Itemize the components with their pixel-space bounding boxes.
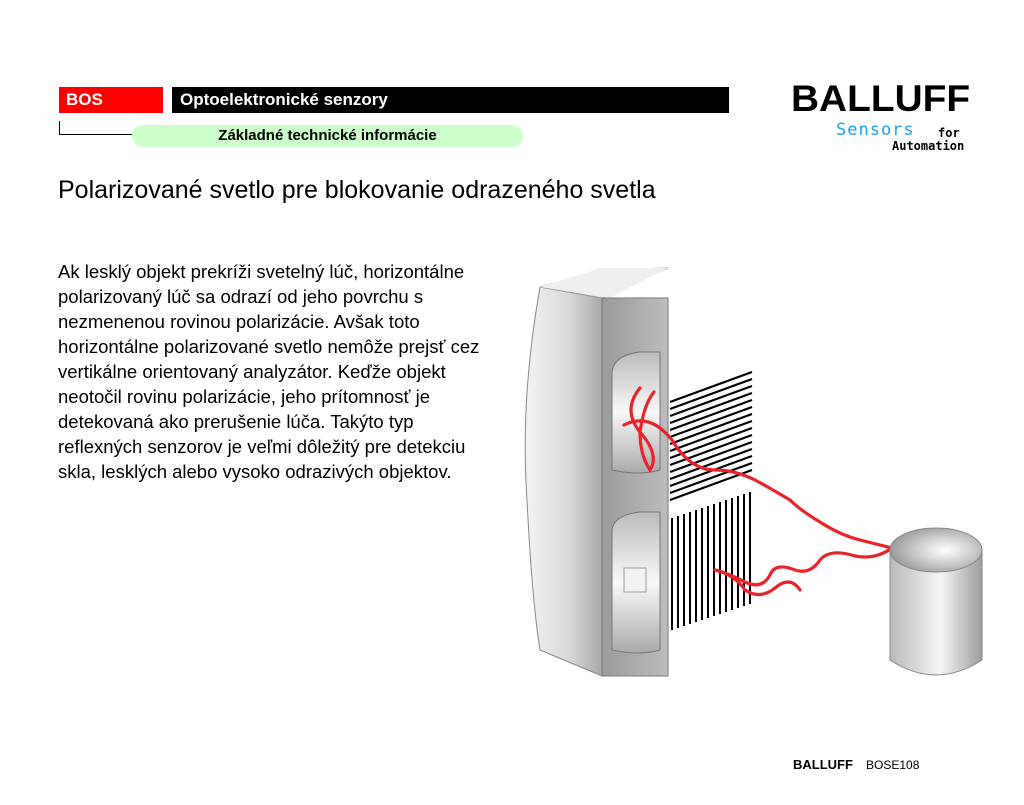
- polarization-illustration: [515, 262, 995, 682]
- logo-tagline: [836, 120, 981, 156]
- vertical-analyzer: [672, 492, 750, 630]
- body-paragraph: Ak lesklý objekt prekríži svetelný lúč, horizontálne polarizovaný lúč sa odrazí od jeho povrchu s nezmenenou rovinou polarizácie. Avšak toto horizontálne polarizované svetlo nemôže prejsť cez vertikálne orientovaný analyzátor. Keďže objekt neotočil rovinu polarizácie, jeho prítomnosť je detekovaná ako prerušenie lúča. Takýto typ reflexných senzorov je veľmi dôležitý pre detekciu skla, lesklých alebo vysoko odrazivých objektov.: [58, 261, 480, 482]
- tagline-for: for: [938, 126, 960, 140]
- sensor-housing: [525, 268, 668, 676]
- balluff-logo: BALLUFF: [791, 78, 971, 119]
- page-heading: Polarizované svetlo pre blokovanie odrazeného svetla: [58, 176, 656, 204]
- section-tag: BOS: [59, 87, 163, 113]
- tagline-automation: Automation: [892, 139, 965, 153]
- horizontal-polarizer: [670, 372, 752, 500]
- divider-bracket-vertical: [59, 121, 60, 135]
- tagline-sensors: Sensors: [836, 120, 915, 140]
- subtitle-label: Základné technické informácie: [132, 125, 523, 147]
- footer-logo: BALLUFF: [793, 757, 853, 772]
- slide-title-bar: Optoelektronické senzory: [172, 87, 729, 113]
- reflective-object-cylinder: [890, 528, 982, 675]
- slide-code: BOSE108: [866, 758, 920, 772]
